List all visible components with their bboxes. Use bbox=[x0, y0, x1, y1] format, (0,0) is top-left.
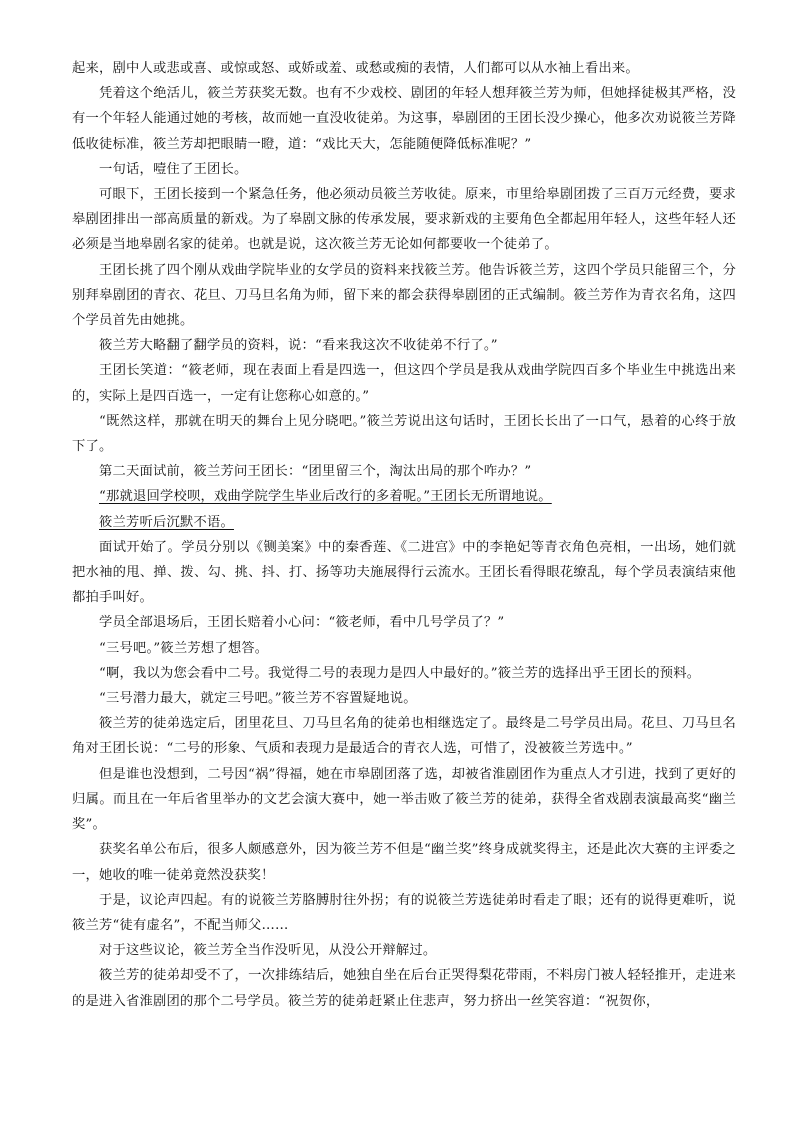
paragraph: “啊，我以为您会看中二号。我觉得二号的表现力是四人中最好的。”筱兰芳的选择出乎王团长的预料。 bbox=[99, 665, 701, 681]
paragraph: 一句话，噎住了王团长。 bbox=[99, 161, 248, 177]
paragraph: 对于这些议论，筱兰芳全当作没听见，从没公开辩解过。 bbox=[99, 943, 437, 959]
paragraph: 但是谁也没想到，二号因“祸”得福，她在市皋剧团落了选，却被省淮剧团作为重点人才引进，找到了更好的归属。而且在一年后省里举办的文艺会演大赛中，她一举击败了筱兰芳的徒弟，获得全省戏剧表演最高奖“幽兰奖”。 bbox=[72, 766, 736, 833]
paragraph: “三号潜力最大，就定三号吧。”筱兰芳不容置疑地说。 bbox=[99, 691, 417, 707]
paragraph: 第二天面试前，筱兰芳问王团长：“团里留三个，淘汰出局的那个咋办？” bbox=[99, 464, 532, 480]
paragraph: 筱兰芳的徒弟却受不了，一次排练结后，她独自坐在后台正哭得梨花带雨，不料房门被人轻轻推开，走进来的是进入省淮剧团的那个二号学员。筱兰芳的徒弟赶紧止住悲声，努力挤出一丝笑容道：“祝贺你， bbox=[72, 968, 736, 1009]
paragraph: “既然这样，那就在明天的舞台上见分晓吧。”筱兰芳说出这句话时，王团长长出了一口气，悬着的心终于放下了。 bbox=[72, 413, 736, 455]
paragraph: 获奖名单公布后，很多人颇感意外，因为筱兰芳不但是“幽兰奖”终身成就奖得主，还是此次大赛的主评委之一，她收的唯一徒弟竟然没获奖！ bbox=[72, 842, 736, 883]
paragraph: 王团长挑了四个刚从戏曲学院毕业的女学员的资料来找筱兰芳。他告诉筱兰芳，这四个学员只能留三个，分别拜皋剧团的青衣、花旦、刀马旦名角为师，留下来的都会获得皋剧团的正式编制。筱兰芳作为青衣名角，这四个学员首先由她挑。 bbox=[72, 262, 736, 329]
paragraph: “三号吧。”筱兰芳想了想答。 bbox=[99, 640, 269, 656]
paragraph: 凭着这个绝活儿，筱兰芳获奖无数。也有不少戏校、剧团的年轻人想拜筱兰芳为师，但她择徒极其严格，没有一个年轻人能通过她的考核，故而她一直没收徒弟。为这事，皋剧团的王团长没少操心，他多次劝说筱兰芳降低收徒标准，筱兰芳却把眼睛一瞪，道：“戏比天大，怎能随便降低标准呢？” bbox=[72, 86, 736, 152]
paragraph: 于是，议论声四起。有的说筱兰芳胳膊肘往外拐；有的说筱兰芳选徒弟时看走了眼；还有的说得更难听，说筱兰芳“徒有虚名”，不配当师父…… bbox=[72, 892, 736, 933]
paragraph: 王团长笑道：“筱老师，现在表面上看是四选一，但这四个学员是我从戏曲学院四百多个毕业生中挑选出来的，实际上是四百选一，一定有让您称心如意的。” bbox=[72, 363, 736, 404]
paragraph: 面试开始了。学员分别以《铡美案》中的秦香莲、《二进宫》中的李艳妃等青衣角色亮相，一出场，她们就把水袖的甩、掸、拨、勾、挑、抖、打、扬等功夫施展得行云流水。王团长看得眼花缭乱，每个学员表演结束他都拍手叫好。 bbox=[72, 539, 736, 606]
paragraph: 筱兰芳听后沉默不语。 bbox=[99, 514, 234, 530]
paragraph: “那就退回学校呗，戏曲学院学生毕业后改行的多着呢。”王团长无所谓地说。 bbox=[99, 489, 552, 505]
paragraph: 筱兰芳大略翻了翻学员的资料，说：“看来我这次不收徒弟不行了。” bbox=[99, 338, 498, 354]
paragraph: 可眼下，王团长接到一个紧急任务，他必须动员筱兰芳收徒。原来，市里给皋剧团拨了三百万元经费，要求皋剧团排出一部高质量的新戏。为了皋剧文脉的传承发展，要求新戏的主要角色全都起用年轻人，这些年轻人还必须是当地皋剧名家的徒弟。也就是说，这次筱兰芳无论如何都要收一个徒弟了。 bbox=[72, 187, 736, 253]
paragraph: 筱兰芳的徒弟选定后，团里花旦、刀马旦名角的徒弟也相继选定了。最终是二号学员出局。花旦、刀马旦名角对王团长说：“二号的形象、气质和表现力是最适合的青衣人选，可惜了，没被筱兰芳选中。” bbox=[72, 716, 736, 757]
paragraph: 起来，剧中人或悲或喜、或惊或怒、或娇或羞、或愁或痴的表情，人们都可以从水袖上看出来。 bbox=[72, 61, 639, 76]
paragraph: 学员全部退场后，王团长赔着小心问：“筱老师，看中几号学员了？” bbox=[99, 615, 505, 631]
